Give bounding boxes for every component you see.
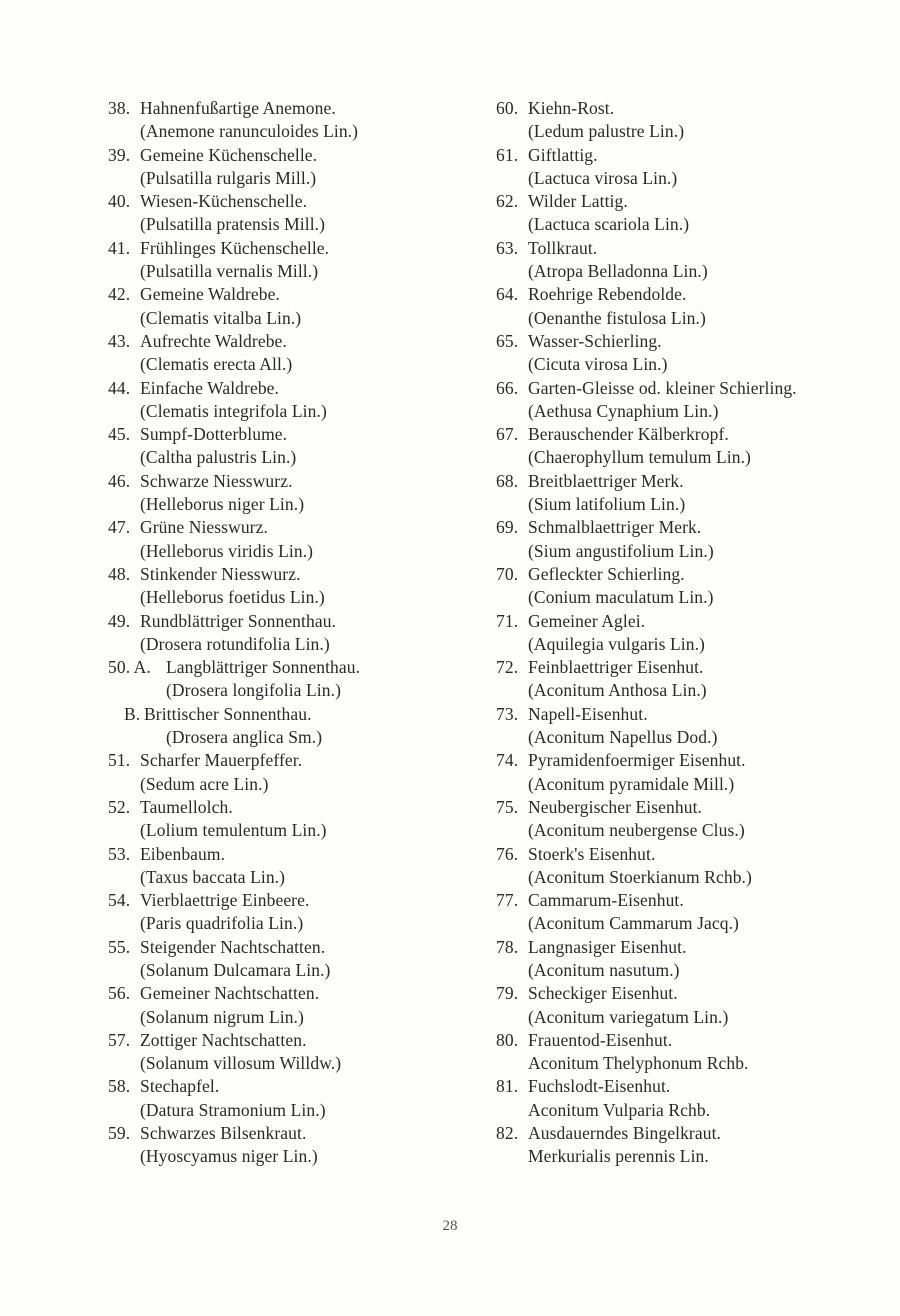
common-name: Schwarzes Bilsenkraut. bbox=[140, 1123, 307, 1144]
latin-name: (Aconitum Stoerkianum Rchb.) bbox=[528, 866, 752, 887]
common-name: Giftlattig. bbox=[528, 144, 598, 165]
list-item bbox=[496, 749, 891, 796]
common-name: Roehrige Rebendolde. bbox=[528, 284, 687, 305]
list-item bbox=[496, 377, 891, 424]
list-item bbox=[496, 656, 891, 703]
latin-name: (Drosera rotundifolia Lin.) bbox=[140, 633, 330, 654]
latin-name: (Solanum nigrum Lin.) bbox=[140, 1006, 304, 1027]
list-item bbox=[108, 237, 468, 284]
list-item bbox=[108, 889, 468, 936]
common-name: Cammarum-Eisenhut. bbox=[528, 890, 684, 911]
latin-name: (Atropa Belladonna Lin.) bbox=[528, 261, 708, 282]
latin-name: (Datura Stramonium Lin.) bbox=[140, 1099, 326, 1120]
latin-name: (Pulsatilla rulgaris Mill.) bbox=[140, 167, 317, 188]
list-item bbox=[496, 703, 891, 750]
entry-number: 63. bbox=[496, 237, 519, 258]
latin-name: (Aconitum nasutum.) bbox=[528, 959, 680, 980]
common-name: Hahnenfußartige Anemone. bbox=[140, 98, 336, 118]
list-item bbox=[496, 470, 891, 517]
common-name: Tollkraut. bbox=[528, 237, 598, 258]
latin-name: (Oenanthe fistulosa Lin.) bbox=[528, 307, 706, 328]
entry-number: 44. bbox=[108, 377, 131, 398]
list-item bbox=[496, 97, 891, 144]
common-name: Gemeiner Aglei. bbox=[528, 610, 646, 631]
latin-name: (Chaerophyllum temulum Lin.) bbox=[528, 447, 751, 468]
list-item bbox=[496, 982, 891, 1029]
entry-number: 62. bbox=[496, 191, 519, 212]
entry-number: 43. bbox=[108, 330, 131, 351]
entry-number: 79. bbox=[496, 983, 519, 1004]
latin-name: (Clematis integrifola Lin.) bbox=[140, 400, 327, 421]
list-item bbox=[496, 190, 891, 237]
entry-number: 77. bbox=[496, 890, 519, 911]
latin-name: (Aconitum variegatum Lin.) bbox=[528, 1006, 729, 1027]
latin-name: (Taxus baccata Lin.) bbox=[140, 866, 286, 887]
latin-name: (Helleborus foetidus Lin.) bbox=[140, 587, 325, 608]
latin-name: (Conium maculatum Lin.) bbox=[528, 587, 714, 608]
list-item bbox=[108, 703, 468, 750]
common-name: Ausdauerndes Bingelkraut. bbox=[528, 1123, 722, 1144]
entry-number: 65. bbox=[496, 330, 519, 351]
common-name: Pyramidenfoermiger Eisenhut. bbox=[528, 750, 746, 771]
list-item bbox=[108, 656, 468, 703]
common-name: Feinblaettriger Eisenhut. bbox=[528, 657, 704, 678]
latin-name: (Hyoscyamus niger Lin.) bbox=[140, 1146, 318, 1167]
list-item bbox=[108, 97, 468, 144]
latin-name: (Pulsatilla pratensis Mill.) bbox=[140, 214, 326, 235]
common-name: Scharfer Mauerpfeffer. bbox=[140, 750, 303, 771]
list-item bbox=[108, 516, 468, 563]
common-name: Wiesen-Küchenschelle. bbox=[140, 191, 308, 212]
common-name: Langnasiger Eisenhut. bbox=[528, 936, 687, 957]
entry-number: 67. bbox=[496, 424, 519, 445]
list-item bbox=[108, 470, 468, 517]
latin-name: (Aethusa Cynaphium Lin.) bbox=[528, 400, 719, 421]
entry-number: 42. bbox=[108, 284, 131, 305]
common-name: Stechapfel. bbox=[140, 1076, 220, 1097]
list-item bbox=[496, 1122, 891, 1169]
common-name: Brittischer Sonnenthau. bbox=[144, 703, 312, 724]
latin-name: (Aconitum Anthosa Lin.) bbox=[528, 680, 707, 701]
latin-name: (Drosera longifolia Lin.) bbox=[166, 680, 342, 701]
entry-number: 82. bbox=[496, 1123, 519, 1144]
common-name: Wilder Lattig. bbox=[528, 191, 628, 212]
common-name: Berauschender Kälberkropf. bbox=[528, 424, 729, 445]
entry-number: 69. bbox=[496, 517, 519, 538]
list-item bbox=[108, 283, 468, 330]
common-name: Einfache Waldrebe. bbox=[140, 377, 280, 398]
entry-number: 48. bbox=[108, 563, 131, 584]
common-name: Gemeine Waldrebe. bbox=[140, 284, 280, 305]
list-item bbox=[496, 889, 891, 936]
common-name: Stinkender Niesswurz. bbox=[140, 563, 301, 584]
common-name: Steigender Nachtschatten. bbox=[140, 936, 326, 957]
latin-name: (Solanum Dulcamara Lin.) bbox=[140, 959, 331, 980]
latin-name: Aconitum Vulparia Rchb. bbox=[528, 1099, 711, 1120]
entry-number: 75. bbox=[496, 796, 519, 817]
latin-name: (Lactuca scariola Lin.) bbox=[528, 214, 690, 235]
entry-number: 64. bbox=[496, 284, 519, 305]
list-item bbox=[108, 190, 468, 237]
common-name: Schwarze Niesswurz. bbox=[140, 470, 293, 491]
common-name: Gemeine Küchenschelle. bbox=[140, 144, 318, 165]
latin-name: (Aconitum Cammarum Jacq.) bbox=[528, 913, 739, 934]
latin-name: (Pulsatilla vernalis Mill.) bbox=[140, 261, 319, 282]
latin-name: (Ledum palustre Lin.) bbox=[528, 121, 685, 142]
latin-name: (Aconitum pyramidale Mill.) bbox=[528, 773, 735, 794]
common-name: Vierblaettrige Einbeere. bbox=[140, 890, 310, 911]
entry-number: 76. bbox=[496, 843, 519, 864]
list-item bbox=[108, 749, 468, 796]
common-name: Rundblättriger Sonnenthau. bbox=[140, 610, 337, 631]
common-name: Kiehn-Rost. bbox=[528, 98, 615, 118]
entry-number: 50. A. bbox=[108, 657, 151, 678]
latin-name: (Lactuca virosa Lin.) bbox=[528, 167, 678, 188]
common-name: Taumellolch. bbox=[140, 796, 233, 817]
common-name: Zottiger Nachtschatten. bbox=[140, 1029, 307, 1050]
latin-name: (Cicuta virosa Lin.) bbox=[528, 354, 668, 375]
list-item bbox=[496, 1075, 891, 1122]
list-item bbox=[496, 144, 891, 191]
entry-number: 39. bbox=[108, 144, 131, 165]
common-name: Napell-Eisenhut. bbox=[528, 703, 648, 724]
entry-number: 68. bbox=[496, 470, 519, 491]
entry-number: 53. bbox=[108, 843, 131, 864]
entry-number: 41. bbox=[108, 237, 131, 258]
common-name: Frauentod-Eisenhut. bbox=[528, 1029, 673, 1050]
latin-name: (Helleborus niger Lin.) bbox=[140, 494, 305, 515]
list-item bbox=[108, 936, 468, 983]
list-item bbox=[496, 843, 891, 890]
common-name: Breitblaettriger Merk. bbox=[528, 470, 684, 491]
list-item bbox=[496, 796, 891, 843]
latin-name: (Sium angustifolium Lin.) bbox=[528, 540, 714, 561]
list-item bbox=[108, 1122, 468, 1169]
common-name: Aufrechte Waldrebe. bbox=[140, 330, 287, 351]
list-item bbox=[108, 610, 468, 657]
list-item bbox=[108, 377, 468, 424]
entry-number: 45. bbox=[108, 424, 131, 445]
left-column bbox=[108, 97, 468, 1169]
entry-number: 54. bbox=[108, 890, 131, 911]
latin-name: (Aconitum neubergense Clus.) bbox=[528, 820, 745, 841]
latin-name: (Aquilegia vulgaris Lin.) bbox=[528, 633, 705, 654]
page-number: 28 bbox=[442, 1218, 458, 1234]
list-item bbox=[496, 610, 891, 657]
common-name: Schmalblaettriger Merk. bbox=[528, 517, 702, 538]
entry-number: 49. bbox=[108, 610, 131, 631]
entry-number: 58. bbox=[108, 1076, 131, 1097]
entry-number: B. bbox=[124, 703, 141, 724]
entry-number: 71. bbox=[496, 610, 519, 631]
latin-name: Merkurialis perennis Lin. bbox=[528, 1146, 709, 1167]
latin-name: (Caltha palustris Lin.) bbox=[140, 447, 297, 468]
latin-name: (Clematis vitalba Lin.) bbox=[140, 307, 302, 328]
list-item bbox=[108, 843, 468, 890]
entry-number: 61. bbox=[496, 144, 519, 165]
entry-number: 70. bbox=[496, 563, 519, 584]
list-item bbox=[496, 237, 891, 284]
list-item bbox=[108, 1075, 468, 1122]
latin-name: (Sedum acre Lin.) bbox=[140, 773, 269, 794]
common-name: Neubergischer Eisenhut. bbox=[528, 796, 703, 817]
latin-name: (Sium latifolium Lin.) bbox=[528, 494, 686, 515]
common-name: Frühlinges Küchenschelle. bbox=[140, 237, 330, 258]
entry-number: 46. bbox=[108, 470, 131, 491]
list-item bbox=[496, 283, 891, 330]
list-item bbox=[496, 330, 891, 377]
common-name: Scheckiger Eisenhut. bbox=[528, 983, 678, 1004]
list-item bbox=[108, 1029, 468, 1076]
latin-name: (Aconitum Napellus Dod.) bbox=[528, 727, 718, 748]
common-name: Grüne Niesswurz. bbox=[140, 517, 268, 538]
entry-number: 81. bbox=[496, 1076, 519, 1097]
common-name: Eibenbaum. bbox=[140, 843, 226, 864]
list-item bbox=[108, 330, 468, 377]
list-item bbox=[108, 423, 468, 470]
list-item bbox=[108, 144, 468, 191]
entry-number: 73. bbox=[496, 703, 519, 724]
list-item bbox=[496, 1029, 891, 1076]
common-name: Fuchslodt-Eisenhut. bbox=[528, 1076, 671, 1097]
entry-number: 74. bbox=[496, 750, 519, 771]
list-item bbox=[108, 563, 468, 610]
entry-number: 60. bbox=[496, 98, 519, 118]
list-item bbox=[108, 982, 468, 1029]
list-item bbox=[496, 423, 891, 470]
entry-number: 40. bbox=[108, 191, 131, 212]
entry-number: 55. bbox=[108, 936, 131, 957]
entry-number: 66. bbox=[496, 377, 519, 398]
entry-number: 59. bbox=[108, 1123, 131, 1144]
common-name: Langblättriger Sonnenthau. bbox=[166, 657, 361, 678]
common-name: Sumpf-Dotterblume. bbox=[140, 424, 288, 445]
entry-number: 57. bbox=[108, 1029, 131, 1050]
right-column bbox=[496, 97, 891, 1169]
entry-number: 51. bbox=[108, 750, 131, 771]
common-name: Stoerk's Eisenhut. bbox=[528, 843, 656, 864]
latin-name: (Paris quadrifolia Lin.) bbox=[140, 913, 304, 934]
entry-number: 78. bbox=[496, 936, 519, 957]
latin-name: (Clematis erecta All.) bbox=[140, 354, 293, 375]
common-name: Gemeiner Nachtschatten. bbox=[140, 983, 320, 1004]
latin-name: (Anemone ranunculoides Lin.) bbox=[140, 121, 359, 142]
entry-number: 72. bbox=[496, 657, 519, 678]
entry-number: 80. bbox=[496, 1029, 519, 1050]
list-item bbox=[108, 796, 468, 843]
latin-name: (Helleborus viridis Lin.) bbox=[140, 540, 314, 561]
common-name: Gefleckter Schierling. bbox=[528, 563, 685, 584]
entry-number: 47. bbox=[108, 517, 131, 538]
entry-number: 38. bbox=[108, 98, 131, 118]
list-item bbox=[496, 563, 891, 610]
latin-name: (Lolium temulentum Lin.) bbox=[140, 820, 327, 841]
latin-name: Aconitum Thelyphonum Rchb. bbox=[528, 1053, 749, 1074]
list-item bbox=[496, 936, 891, 983]
latin-name: (Drosera anglica Sm.) bbox=[166, 727, 323, 748]
common-name: Garten-Gleisse od. kleiner Schierling. bbox=[528, 377, 797, 398]
common-name: Wasser-Schierling. bbox=[528, 330, 662, 351]
entry-number: 52. bbox=[108, 796, 131, 817]
entry-number: 56. bbox=[108, 983, 131, 1004]
list-item bbox=[496, 516, 891, 563]
latin-name: (Solanum villosum Willdw.) bbox=[140, 1053, 342, 1074]
